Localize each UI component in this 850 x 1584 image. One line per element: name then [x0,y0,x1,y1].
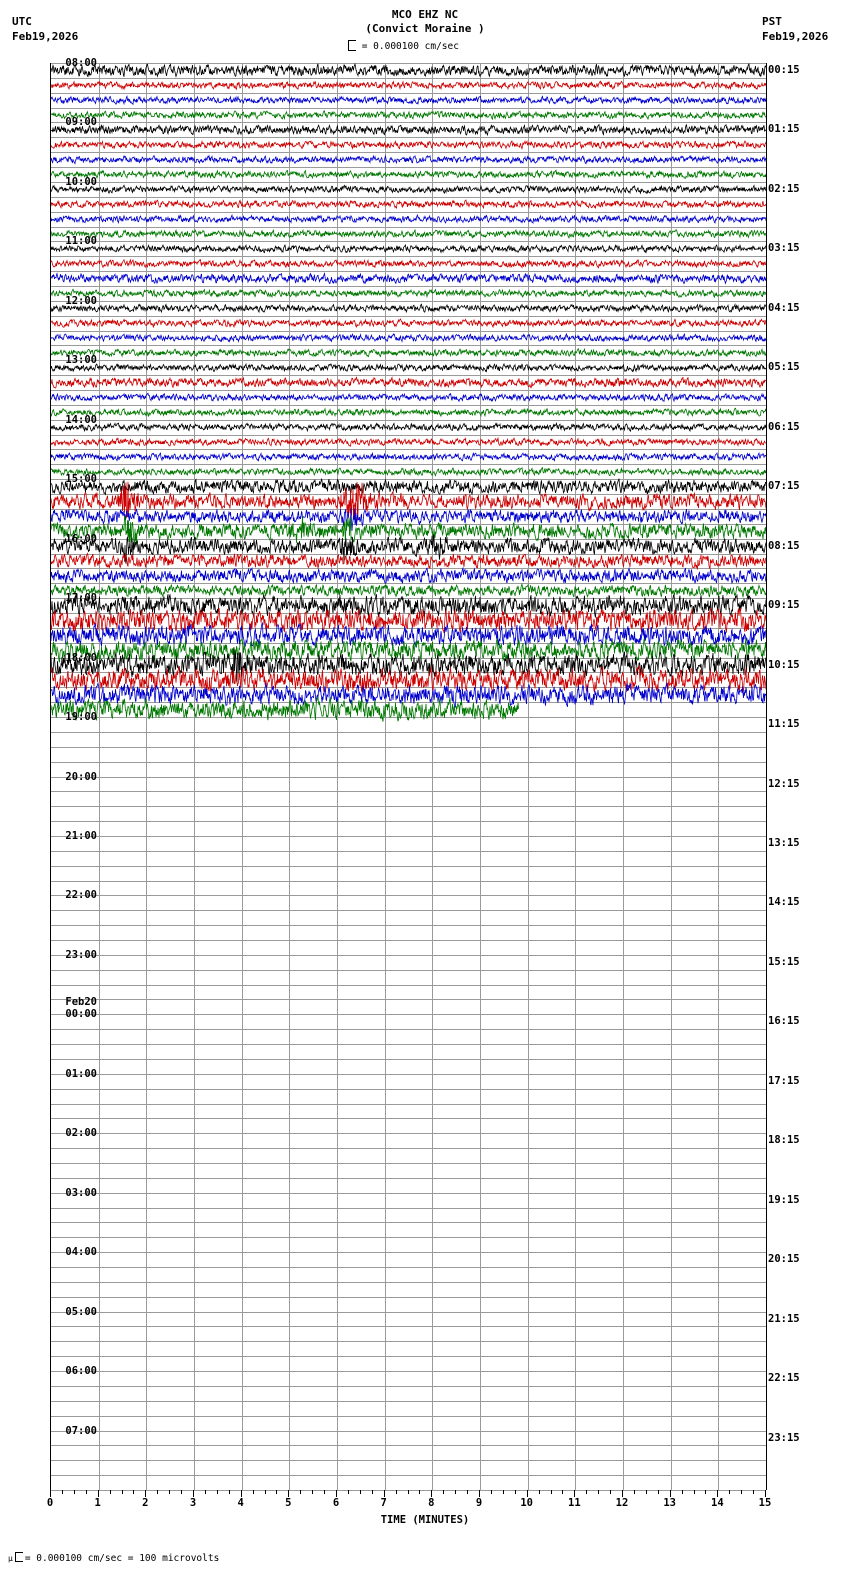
scale-legend [348,40,459,52]
axis-minor-tick [110,1490,111,1494]
grid-hline [51,420,766,421]
grid-hline [51,167,766,168]
grid-hline [51,286,766,287]
axis-tick-label: 7 [380,1497,387,1509]
grid-hline [51,1445,766,1446]
header-title-block [0,8,850,36]
grid-hline [51,806,766,807]
axis-tick [479,1490,480,1497]
left-time-label: 11:00 [65,235,97,248]
left-time-label: 04:00 [65,1246,97,1259]
grid-hline [51,1416,766,1417]
grid-hline [51,360,766,361]
axis-minor-tick [443,1490,444,1494]
axis-minor-tick [229,1490,230,1494]
axis-tick [431,1490,432,1497]
left-time-label: 07:00 [65,1424,97,1437]
grid-hline [51,881,766,882]
axis-minor-tick [157,1490,158,1494]
axis-tick [384,1490,385,1497]
axis-tick [288,1490,289,1497]
axis-tick [193,1490,194,1497]
axis-tick-label: 15 [758,1497,772,1509]
axis-tick [145,1490,146,1497]
grid-hline [51,152,766,153]
axis-tick [98,1490,99,1497]
axis-tick-label: 11 [568,1497,581,1509]
right-time-label: 03:15 [768,242,800,255]
grid-hline [51,999,766,1000]
left-time-label: 03:00 [65,1186,97,1199]
left-time-label: 23:00 [65,948,97,961]
axis-minor-tick [705,1490,706,1494]
seismogram-plot [50,63,767,1490]
scale-bar-icon [348,40,356,51]
axis-tick [241,1490,242,1497]
axis-minor-tick [396,1490,397,1494]
grid-hline [51,390,766,391]
axis-minor-tick [169,1490,170,1494]
axis-minor-tick [503,1490,504,1494]
right-time-label: 04:15 [768,301,800,314]
left-time-label: 20:00 [65,770,97,783]
right-time-label: 06:15 [768,420,800,433]
grid-hline [51,137,766,138]
axis-tick-label: 14 [711,1497,724,1509]
axis-tick-label: 13 [663,1497,676,1509]
right-time-label: 14:15 [768,896,800,909]
grid-hline [51,925,766,926]
axis-minor-tick [598,1490,599,1494]
grid-hline [51,1341,766,1342]
axis-tick-label: 10 [520,1497,533,1509]
x-axis-title: TIME (MINUTES) [380,1514,470,1526]
grid-hline [51,643,766,644]
axis-minor-tick [217,1490,218,1494]
grid-hline [51,895,766,896]
left-time-label: 10:00 [65,175,97,188]
grid-hline [51,1074,766,1075]
grid-hline [51,1326,766,1327]
axis-tick-label: 2 [142,1497,149,1509]
grid-hline [51,777,766,778]
right-time-label: 08:15 [768,539,800,552]
left-time-label: 14:00 [65,413,97,426]
grid-hline [51,1178,766,1179]
grid-hline [51,672,766,673]
grid-hline [51,63,766,64]
axis-minor-tick [181,1490,182,1494]
grid-hline [51,494,766,495]
grid-hline [51,1282,766,1283]
grid-hline [51,509,766,510]
axis-tick [336,1490,337,1497]
axis-tick-label: 4 [237,1497,244,1509]
grid-hline [51,271,766,272]
axis-minor-tick [276,1490,277,1494]
axis-minor-tick [586,1490,587,1494]
grid-hline [51,702,766,703]
grid-hline [51,212,766,213]
left-time-label: 01:00 [65,1067,97,1080]
right-time-label: 12:15 [768,777,800,790]
axis-tick-label: 1 [94,1497,101,1509]
footer-scale-note [8,1552,219,1564]
grid-hline [51,910,766,911]
axis-minor-tick [455,1490,456,1494]
grid-hline [51,435,766,436]
grid-hline [51,1297,766,1298]
grid-hline [51,78,766,79]
grid-hline [51,182,766,183]
right-time-label: 15:15 [768,955,800,968]
left-time-label: 18:00 [65,651,97,664]
left-day-label: Feb20 [65,996,97,1009]
scale-legend-text: = 0.000100 cm/sec [361,41,459,52]
grid-hline [51,449,766,450]
header-left-zone: UTC [12,15,32,28]
axis-minor-tick [324,1490,325,1494]
left-time-label: 00:00 [65,1008,97,1021]
axis-tick [574,1490,575,1497]
axis-minor-tick [539,1490,540,1494]
grid-hline [51,955,766,956]
grid-hline [51,628,766,629]
grid-hline [51,256,766,257]
grid-hline [51,1208,766,1209]
header-left-date: Feb19,2026 [12,30,79,43]
axis-tick-label: 6 [332,1497,340,1509]
left-time-label: 17:00 [65,592,97,605]
header-right-zone: PST [762,15,782,28]
left-time-label: 19:00 [65,711,97,724]
left-time-label: 13:00 [65,354,97,367]
grid-hline [51,1312,766,1313]
axis-minor-tick [86,1490,87,1494]
right-time-label: 13:15 [768,836,800,849]
left-time-label: 06:00 [65,1365,97,1378]
axis-tick-label: 0 [46,1497,54,1509]
right-time-label: 11:15 [768,718,800,731]
axis-minor-tick [610,1490,611,1494]
grid-hline [51,1104,766,1105]
grid-hline [51,1193,766,1194]
grid-hline [51,93,766,94]
plot-grid [51,63,766,1490]
axis-tick-label: 3 [189,1497,197,1509]
axis-minor-tick [467,1490,468,1494]
axis-minor-tick [658,1490,659,1494]
grid-hline [51,747,766,748]
grid-hline [51,732,766,733]
axis-minor-tick [694,1490,695,1494]
grid-hline [51,717,766,718]
axis-minor-tick [646,1490,647,1494]
axis-minor-tick [682,1490,683,1494]
grid-hline [51,1044,766,1045]
axis-minor-tick [74,1490,75,1494]
right-time-label: 18:15 [768,1134,800,1147]
axis-minor-tick [753,1490,754,1494]
left-time-label: 12:00 [65,294,97,307]
axis-minor-tick [408,1490,409,1494]
axis-minor-tick [348,1490,349,1494]
grid-hline [51,241,766,242]
grid-hline [51,331,766,332]
right-time-label: 22:15 [768,1372,800,1385]
axis-minor-tick [205,1490,206,1494]
grid-hline [51,1014,766,1015]
grid-hline [51,687,766,688]
right-time-label: 20:15 [768,1253,800,1266]
grid-hline [51,598,766,599]
footer-scale-bar-icon [15,1552,23,1562]
grid-hline [51,227,766,228]
grid-hline [51,762,766,763]
axis-minor-tick [122,1490,123,1494]
right-time-label: 19:15 [768,1193,800,1206]
grid-hline [51,524,766,525]
grid-hline [51,836,766,837]
axis-minor-tick [360,1490,361,1494]
axis-minor-tick [562,1490,563,1494]
axis-tick [50,1490,51,1497]
left-time-label: 02:00 [65,1127,97,1140]
right-time-label: 01:15 [768,123,800,136]
grid-hline [51,821,766,822]
grid-hline [51,1460,766,1461]
grid-hline [51,1356,766,1357]
grid-hline [51,539,766,540]
axis-minor-tick [133,1490,134,1494]
axis-tick [670,1490,671,1497]
right-time-label: 00:15 [768,64,800,76]
station-code: MCO EHZ NC [391,8,459,21]
footer-scale-text: = 0.000100 cm/sec = 100 microvolts [24,1553,220,1564]
right-time-label: 21:15 [768,1312,800,1325]
x-axis [46,1490,772,1509]
axis-minor-tick [634,1490,635,1494]
micro-symbol: μ [8,1554,13,1563]
grid-hline [51,658,766,659]
grid-hline [51,583,766,584]
grid-hline [51,1118,766,1119]
grid-hline [51,613,766,614]
grid-hline [51,1148,766,1149]
axis-tick [622,1490,623,1497]
grid-hline [51,940,766,941]
grid-hline [51,197,766,198]
station-name: (Convict Moraine ) [365,22,485,35]
right-time-label: 17:15 [768,1074,800,1087]
grid-hline [51,464,766,465]
right-time-label: 23:15 [768,1431,800,1444]
left-time-label: 22:00 [65,889,97,902]
left-time-label: 05:00 [65,1305,97,1318]
grid-hline [51,1237,766,1238]
axis-minor-tick [551,1490,552,1494]
grid-hline [51,122,766,123]
right-time-label: 09:15 [768,599,800,612]
grid-hline [51,1222,766,1223]
axis-tick [765,1490,766,1497]
left-time-label: 15:00 [65,473,97,486]
grid-hline [51,1089,766,1090]
grid-hline [51,1401,766,1402]
left-time-label: 09:00 [65,116,97,129]
grid-hline [51,479,766,480]
grid-hline [51,1386,766,1387]
grid-hline [51,1371,766,1372]
grid-hline [51,554,766,555]
grid-hline [51,375,766,376]
grid-hline [51,1431,766,1432]
axis-minor-tick [253,1490,254,1494]
grid-hline [51,1029,766,1030]
grid-hline [51,970,766,971]
grid-hline [51,851,766,852]
grid-hline [51,791,766,792]
right-time-label: 02:15 [768,182,800,195]
axis-minor-tick [265,1490,266,1494]
grid-hline [51,405,766,406]
right-time-label: 07:15 [768,480,800,493]
axis-minor-tick [62,1490,63,1494]
axis-minor-tick [300,1490,301,1494]
axis-minor-tick [419,1490,420,1494]
grid-hline [51,301,766,302]
right-time-label: 10:15 [768,658,800,671]
left-time-label: 21:00 [65,829,97,842]
axis-minor-tick [372,1490,373,1494]
axis-tick-label: 12 [615,1497,629,1509]
axis-tick-label: 5 [285,1497,292,1509]
grid-hline [51,985,766,986]
axis-minor-tick [515,1490,516,1494]
grid-hline [51,1133,766,1134]
axis-tick [527,1490,528,1497]
grid-hline [51,1267,766,1268]
axis-minor-tick [729,1490,730,1494]
right-time-label: 16:15 [768,1015,800,1028]
grid-hline [51,1475,766,1476]
grid-hline [51,316,766,317]
axis-minor-tick [312,1490,313,1494]
grid-hline [51,108,766,109]
header-right-date: Feb19,2026 [762,30,829,43]
grid-hline [51,345,766,346]
left-time-label: 16:00 [65,532,97,545]
axis-tick-label: 8 [428,1497,435,1509]
grid-hline [51,568,766,569]
grid-hline [51,1252,766,1253]
grid-hline [51,866,766,867]
grid-hline [51,1059,766,1060]
axis-tick-label: 9 [475,1497,483,1509]
axis-tick [717,1490,718,1497]
right-time-label: 05:15 [768,361,800,374]
axis-minor-tick [491,1490,492,1494]
grid-hline [51,1163,766,1164]
left-time-label: 08:00 [65,57,97,69]
axis-minor-tick [741,1490,742,1494]
